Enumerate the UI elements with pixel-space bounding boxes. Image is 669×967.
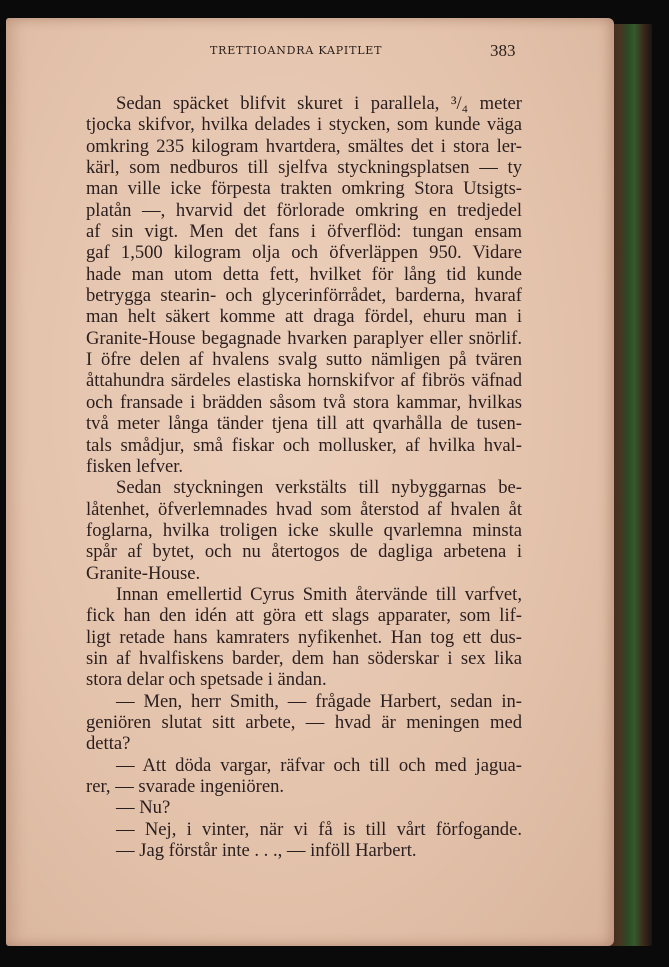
text-line: låtenhet, öfverlemnades hvad som återstod af hvalen åt	[86, 498, 522, 520]
text-line: fisken lefver.	[86, 455, 184, 477]
text-line: platån —, hvarvid det förlorade omkring en tredjedel	[86, 199, 522, 221]
text-line: omkring 235 kilogram hvartdera, smältes det i stora ler-	[86, 135, 522, 157]
text-line: betrygga stearin- och glycerinförrådet, barderna, hvaraf	[86, 285, 522, 307]
running-header: TRETTIOANDRA KAPITLET	[210, 44, 383, 57]
text-line: Granite-House.	[86, 562, 201, 584]
text-line: man helt säkert komme att draga fördel, ehuru man i	[86, 306, 522, 328]
text-line: rer, — svarade ingeniören.	[86, 776, 285, 797]
text-line: Innan emellertid Cyrus Smith återvände till varfvet,	[116, 583, 522, 605]
text-line: geniören slutat sitt arbete, — hvad är meningen med	[86, 711, 522, 733]
text-line: kärl, som nedburos till sjelfva styckningsplatsen — ty	[86, 157, 522, 179]
text-line: hade man utom detta fett, hvilket för lång tid kunde	[86, 263, 522, 285]
text-line: spår af bytet, och nu återtogos de dagliga arbetena i	[86, 541, 522, 563]
page-number: 383	[490, 41, 516, 60]
text-line: I öfre delen af hvalens svalg sutto nämligen på tvären	[86, 349, 522, 371]
text-line: — Att döda vargar, räfvar och till och med jagua-	[116, 754, 522, 776]
text-line: — Nej, i vinter, när vi få is till vårt förfogande.	[116, 818, 522, 840]
text-line: fick han den idén att göra ett slags apparater, som lif-	[86, 605, 522, 627]
text-line: gaf 1,500 kilogram olja och öfverläppen 950. Vidare	[86, 242, 522, 264]
book-spine	[608, 24, 652, 946]
text-line: — Jag förstår inte . . ., — inföll Harbert.	[116, 840, 417, 862]
text-line: af sin vigt. Men det fans i öfverflöd: tungan ensam	[86, 221, 522, 243]
text-line: åttahundra särdeles elastiska hornskifvor af fibrös väfnad	[86, 370, 522, 392]
text-line: tjocka skifvor, hvilka delades i stycken, som kunde väga	[86, 114, 522, 136]
text-line: ligt retade hans kamraters nyfikenhet. Han tog ett dus-	[86, 626, 522, 648]
text-line: Granite-House begagnade hvarken paraplyer eller snörlif.	[86, 327, 522, 349]
text-line: Sedan späcket blifvit skuret i parallela, ³/₄ meter	[116, 93, 522, 114]
text-line: — Men, herr Smith, — frågade Harbert, sedan in-	[116, 690, 522, 712]
text-line: två meter långa tänder tjena till att qvarhålla de tusen-	[86, 413, 522, 435]
text-line: tals smådjur, små fiskar och mollusker, af hvilka hval-	[86, 434, 522, 456]
text-line: Sedan styckningen verkstälts till nybyggarnas be-	[116, 477, 522, 499]
text-line: och fransade i brädden såsom två stora kammar, hvilkas	[86, 391, 522, 413]
chapter-text	[86, 93, 522, 861]
text-line: stora delar och spetsade i ändan.	[86, 669, 327, 691]
text-line: man ville icke förpesta trakten omkring Stora Utsigts-	[86, 178, 522, 200]
text-line: sin af hvalfiskens barder, dem han söderskar i sex lika	[86, 647, 522, 669]
text-line: detta?	[86, 733, 131, 755]
text-line: foglarna, hvilka troligen icke skulle qvarlemna minsta	[86, 519, 522, 541]
text-line: — Nu?	[116, 797, 171, 819]
